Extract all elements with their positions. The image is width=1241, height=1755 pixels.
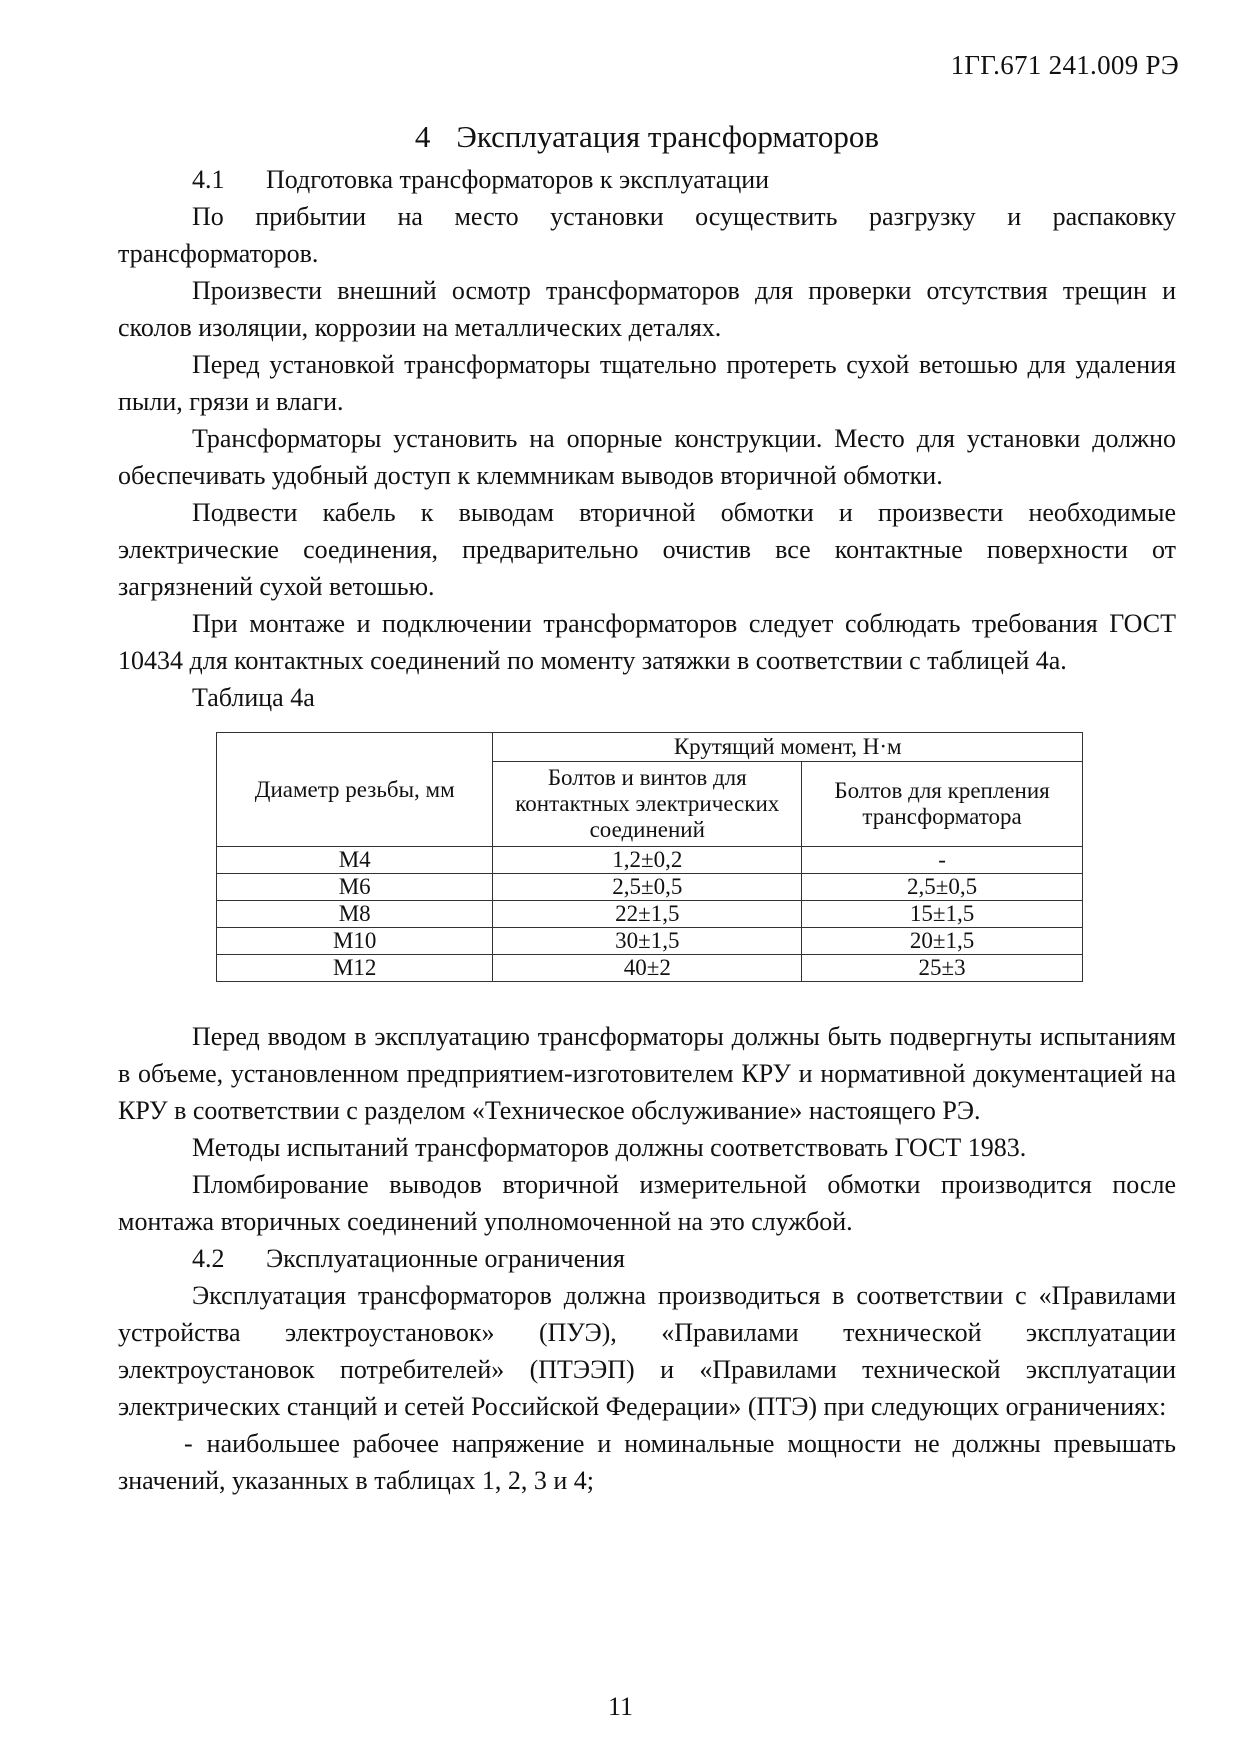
document-code: 1ГГ.671 241.009 РЭ — [950, 50, 1179, 80]
paragraph-torque-requirements: При монтаже и подключении трансформаторов следует соблюдать требования ГОСТ 10434 для контактных соединений по моменту затяжки в соответствии с таблицей 4а. — [118, 609, 1176, 675]
paragraph-wiring: Подвести кабель к выводам вторичной обмотки и произвести необходимые электрические соединения, предварительно очистив все контактные поверхности от загрязнений сухой ветошью. — [118, 498, 1176, 601]
paragraph-operating-rules: Эксплуатация трансформаторов должна производиться в соответствии с «Правилами устройства электроустановок» (ПУЭ), «Правилами технической эксплуатации электроустановок потребителей» (ПТЭЭП) и «Правилами технической эксплуатации электрических станций и сетей Российской Федерации» (ПТЭ) при следующих ограничениях: — [118, 1281, 1176, 1421]
torque-table — [216, 732, 1083, 982]
table-cell: - — [802, 847, 1083, 874]
table-cell: 15±1,5 — [802, 901, 1083, 928]
page-number: 11 — [607, 1692, 634, 1721]
paragraph-mounting: Трансформаторы установить на опорные конструкции. Место для установки должно обеспечивать удобный доступ к клеммникам выводов вторичной обмотки. — [118, 424, 1176, 490]
section-number: 4 — [414, 119, 431, 154]
table-cell: 2,5±0,5 — [493, 874, 802, 901]
paragraph-testing: Перед вводом в эксплуатацию трансформаторы должны быть подвергнуты испытаниям в объеме, установленном предприятием-изготовителем КРУ и нормативной документацией на КРУ в соответствии с разделом «Техническое обслуживание» настоящего РЭ. — [118, 1022, 1176, 1125]
table-cell: М4 — [217, 847, 493, 874]
table-row — [217, 955, 1083, 982]
table-row — [217, 847, 1083, 874]
header-contact-bolts: Болтов и винтов для контактных электрических соединений — [493, 762, 802, 847]
paragraph-sealing: Пломбирование выводов вторичной измерительной обмотки производится после монтажа вторичных соединений уполномоченной на это службой. — [118, 1170, 1176, 1236]
table-cell: 1,2±0,2 — [493, 847, 802, 874]
table-cell: 2,5±0,5 — [802, 874, 1083, 901]
header-thread-diameter: Диаметр резьбы, мм — [217, 733, 493, 847]
list-item-text: наибольшее рабочее напряжение и номинальные мощности не должны превышать значений, указанных в таблицах 1, 2, 3 и 4; — [118, 1429, 1176, 1495]
table-cell: 40±2 — [493, 955, 802, 982]
subsection-heading-4-1 — [118, 161, 1176, 198]
paragraph-cleaning: Перед установкой трансформаторы тщательно протереть сухой ветошью для удаления пыли, грязи и влаги. — [118, 350, 1176, 416]
table-cell: М6 — [217, 874, 493, 901]
section-title: Эксплуатация трансформаторов — [456, 119, 880, 154]
subsection-number: 4.1 — [192, 165, 225, 194]
table-caption: Таблица 4а — [192, 683, 315, 712]
section-heading — [118, 115, 1176, 159]
table-cell: М10 — [217, 928, 493, 955]
subsection-heading-4-2 — [118, 1240, 1176, 1277]
paragraph-test-methods: Методы испытаний трансформаторов должны соответствовать ГОСТ 1983. — [192, 1133, 1027, 1162]
table-cell: 22±1,5 — [493, 901, 802, 928]
table-row — [217, 928, 1083, 955]
table-cell: М8 — [217, 901, 493, 928]
subsection-title: Подготовка трансформаторов к эксплуатации — [266, 165, 770, 194]
subsection-number: 4.2 — [192, 1244, 225, 1273]
header-torque-group: Крутящий момент, Н·м — [493, 733, 1083, 762]
table-row — [217, 901, 1083, 928]
table-cell: 25±3 — [802, 955, 1083, 982]
subsection-title: Эксплуатационные ограничения — [266, 1244, 625, 1273]
table-cell: 20±1,5 — [802, 928, 1083, 955]
table-cell: 30±1,5 — [493, 928, 802, 955]
table-cell: М12 — [217, 955, 493, 982]
list-dash: - — [184, 1429, 193, 1458]
page-content — [118, 115, 1176, 1499]
paragraph-unpacking: По прибытии на место установки осуществить разгрузку и распаковку трансформаторов. — [118, 202, 1176, 268]
header-mounting-bolts: Болтов для крепления трансформатора — [802, 762, 1083, 847]
list-item — [118, 1425, 1176, 1499]
table-spacer — [118, 982, 1176, 1018]
paragraph-inspection: Произвести внешний осмотр трансформаторов для проверки отсутствия трещин и сколов изоляции, коррозии на металлических деталях. — [118, 276, 1176, 342]
table-row — [217, 874, 1083, 901]
